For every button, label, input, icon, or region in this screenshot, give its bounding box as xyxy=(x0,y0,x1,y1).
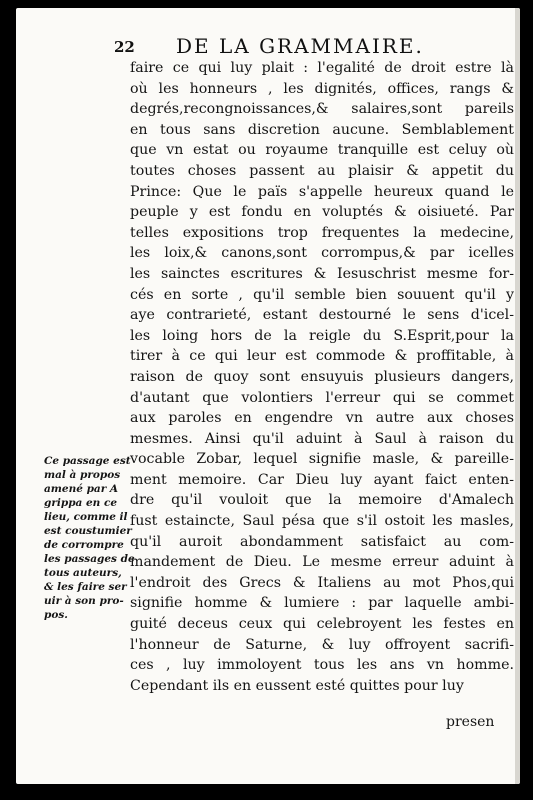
text-line: les loix,& canons,sont corrompus,& par icelles xyxy=(130,245,514,262)
text-line: mandement de Dieu. Le mesme erreur aduint à xyxy=(130,554,514,571)
page-edge xyxy=(515,8,520,784)
margin-note-line: uir à son pro- xyxy=(44,595,124,607)
text-line: où les honneurs , les dignités, offices, rangs & xyxy=(130,80,514,97)
catchword: presen xyxy=(446,714,495,730)
text-line: vocable Zobar, lequel signifie masle, & pareille- xyxy=(130,451,514,468)
text-line: en tous sans discretion aucune. Semblablement xyxy=(130,121,514,138)
margin-note-line: tous auteurs, xyxy=(44,567,122,579)
text-line: ment memoire. Car Dieu luy ayant faict enten- xyxy=(130,471,514,488)
text-line: aye contrarieté, estant destourné le sens d'icel- xyxy=(130,307,514,324)
main-text-block xyxy=(130,58,514,696)
text-line: peuple y est fondu en voluptés & oisiueté. Par xyxy=(130,204,514,221)
text-line: degrés,recongnoissances,& salaires,sont pareils xyxy=(130,101,514,118)
text-line: les sainctes escritures & Iesuschrist mesme for- xyxy=(130,265,514,282)
margin-note-line: mal à propos xyxy=(44,469,121,481)
page-number: 22 xyxy=(114,38,135,56)
text-line: Cependant ils en eussent esté quittes pour luy xyxy=(130,677,464,694)
margin-note-line: les passages de xyxy=(44,553,135,565)
running-title: DE LA GRAMMAIRE. xyxy=(176,34,424,58)
text-line: d'autant que volontiers l'erreur qui se commet xyxy=(130,389,514,406)
text-line: ces , luy immoloyent tous les ans vn homme. xyxy=(130,657,514,674)
text-line: raison de quoy sont ensuyuis plusieurs dangers, xyxy=(130,368,514,385)
margin-note-line: de corrompre xyxy=(44,539,124,551)
text-line: que vn estat ou royaume tranquille est celuy où xyxy=(130,142,514,159)
text-line: telles expositions trop frequentes la medecine, xyxy=(130,224,514,241)
text-line: les loing hors de la reigle du S.Esprit,pour la xyxy=(130,327,514,344)
margin-note-line: pos. xyxy=(44,609,68,621)
text-line: dre qu'il vouloit que la memoire d'Amalech xyxy=(130,492,514,509)
text-line: aux paroles en engendre vn autre aux choses xyxy=(130,410,514,427)
book-page xyxy=(16,8,520,784)
text-line: guité deceus ceux qui celebroyent les festes en xyxy=(130,616,514,633)
text-line: mesmes. Ainsi qu'il aduint à Saul à raison du xyxy=(130,430,514,447)
margin-note-line: grippa en ce xyxy=(44,497,118,509)
text-line: fust estaincte, Saul pésa que s'il ostoit les masles, xyxy=(130,513,514,530)
text-line: qu'il auroit abondamment satisfaict au com- xyxy=(130,533,514,550)
text-line: faire ce qui luy plait : l'egalité de droit estre là xyxy=(130,60,514,76)
text-line: tirer à ce qui leur est commode & proffitable, à xyxy=(130,348,514,365)
page-header xyxy=(16,34,520,60)
margin-note-line: lieu, comme il xyxy=(44,511,128,523)
text-line: Prince: Que le païs s'appelle heureux quand le xyxy=(130,183,514,200)
margin-note-line: & les faire ser xyxy=(44,581,127,593)
margin-note-line: amené par A xyxy=(44,483,119,495)
text-line: cés en sorte , qu'il semble bien souuent qu'il y xyxy=(130,286,514,303)
text-line: l'endroit des Grecs & Italiens au mot Phos,qui xyxy=(130,574,514,591)
text-line: l'honneur de Saturne, & luy offroyent sacrifi- xyxy=(130,636,514,653)
marginal-note xyxy=(44,454,140,622)
margin-note-line: Ce passage est xyxy=(44,455,131,467)
text-line: toutes choses passent au plaisir & appetit du xyxy=(130,162,514,179)
margin-note-line: est coustumier xyxy=(44,525,132,537)
text-line: signifie homme & lumiere : par laquelle ambi- xyxy=(130,595,514,612)
